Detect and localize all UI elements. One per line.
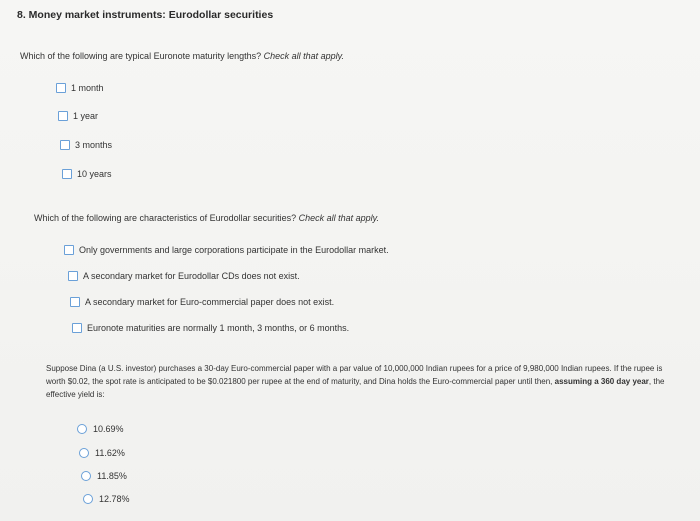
question-title: 8. Money market instruments: Eurodollar securities — [17, 9, 274, 21]
q2-option-euronote-maturities[interactable] — [72, 323, 349, 333]
checkbox-icon[interactable] — [72, 323, 82, 333]
checkbox-icon[interactable] — [70, 297, 80, 307]
q3-problem-text — [46, 362, 676, 401]
q1-option-label: 3 months — [75, 140, 113, 150]
radio-icon[interactable] — [81, 471, 91, 481]
q1-option-1-year[interactable] — [58, 111, 98, 121]
q2-option-ecp-secondary-market[interactable] — [70, 297, 334, 307]
q2-option-participants[interactable] — [64, 245, 389, 255]
q3-option-10-69[interactable] — [77, 424, 124, 434]
q3-option-label: 12.78% — [99, 494, 130, 504]
radio-icon[interactable] — [77, 424, 87, 434]
q2-option-label: A secondary market for Eurodollar CDs does not exist. — [83, 271, 300, 281]
q3-text-bold: assuming a 360 day year — [554, 377, 649, 386]
q3-option-label: 11.62% — [95, 448, 125, 458]
q1-option-label: 10 years — [77, 169, 112, 179]
q3-option-label: 11.85% — [97, 471, 127, 481]
q3-text-after: , the effective yield is: — [46, 377, 665, 399]
q2-prompt-text: Which of the following are characteristics of Eurodollar securities? — [34, 213, 297, 223]
q3-option-12-78[interactable] — [83, 494, 130, 504]
q1-option-label: 1 year — [73, 111, 99, 121]
q2-instruction: Check all that apply. — [298, 213, 380, 223]
q2-option-cd-secondary-market[interactable] — [68, 271, 300, 281]
q1-option-label: 1 month — [71, 83, 104, 93]
checkbox-icon[interactable] — [64, 245, 74, 255]
q1-prompt-text: Which of the following are typical Euronote maturity lengths? — [20, 51, 262, 61]
q3-text-before: Suppose Dina (a U.S. investor) purchases a 30-day Euro-commercial paper with a par value of 10,000,000 Indian rupees for a price of 9,980,000 Indian rupees. If the rupee is worth $0.02, the spot rate is anticipated to be $0.021800 per rupee at the end of maturity, and Dina holds the Euro-commercial paper until then, — [46, 364, 663, 386]
q2-prompt — [34, 213, 379, 223]
checkbox-icon[interactable] — [58, 111, 68, 121]
q2-option-label: Euronote maturities are normally 1 month, 3 months, or 6 months. — [87, 323, 350, 333]
q1-prompt — [20, 51, 344, 61]
q1-option-1-month[interactable] — [56, 83, 104, 93]
q1-option-3-months[interactable] — [60, 140, 112, 150]
q3-option-label: 10.69% — [93, 424, 124, 434]
q3-option-11-85[interactable] — [81, 471, 127, 481]
checkbox-icon[interactable] — [68, 271, 78, 281]
radio-icon[interactable] — [79, 448, 89, 458]
q1-instruction: Check all that apply. — [263, 51, 345, 61]
checkbox-icon[interactable] — [60, 140, 70, 150]
checkbox-icon[interactable] — [62, 169, 72, 179]
q3-option-11-62[interactable] — [79, 448, 125, 458]
q1-option-10-years[interactable] — [62, 169, 112, 179]
q2-option-label: A secondary market for Euro-commercial paper does not exist. — [85, 297, 335, 307]
radio-icon[interactable] — [83, 494, 93, 504]
checkbox-icon[interactable] — [56, 83, 66, 93]
q2-option-label: Only governments and large corporations participate in the Eurodollar market. — [79, 245, 389, 255]
